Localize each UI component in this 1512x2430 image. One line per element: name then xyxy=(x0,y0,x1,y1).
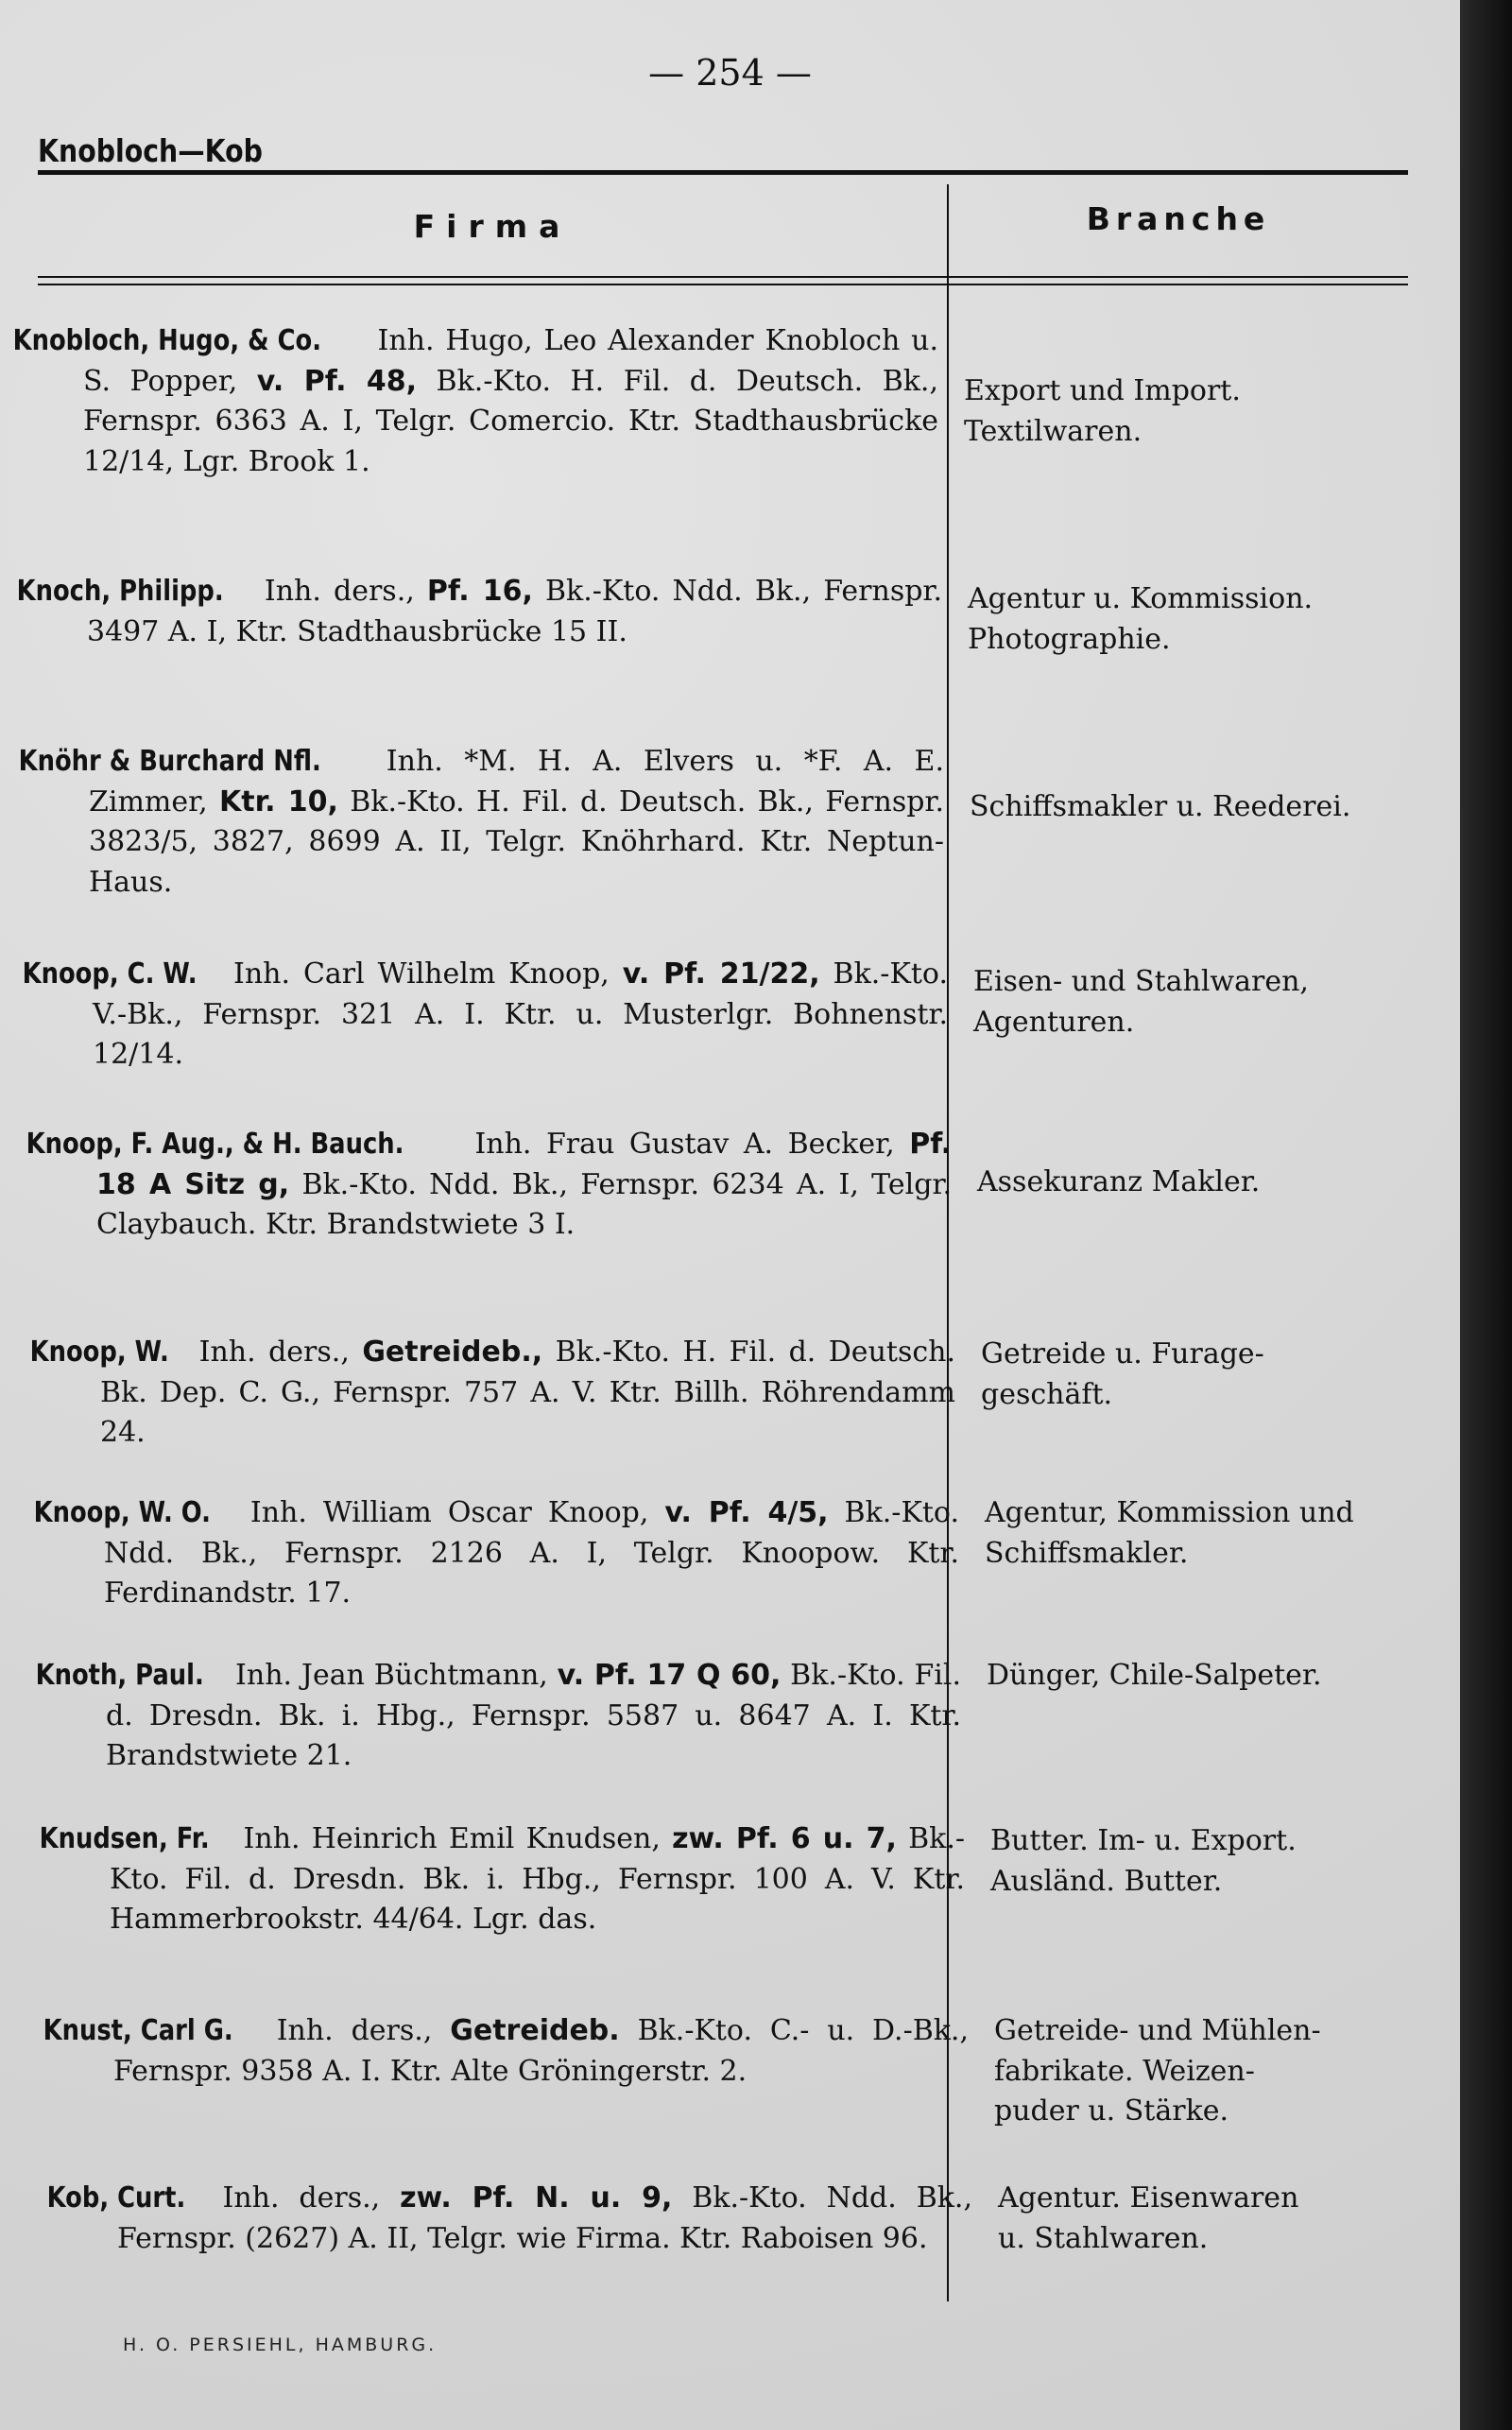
header-rule xyxy=(38,170,1408,175)
company-name: Knudsen, Fr. xyxy=(39,1822,210,1855)
entry-details: Inh. Carl Wilhelm Knoop, xyxy=(220,957,623,991)
branche-line: Photographie. xyxy=(968,622,1171,656)
entry-branche xyxy=(968,579,1440,660)
page-edge xyxy=(1460,0,1512,2430)
entry-branche xyxy=(990,1821,1463,1902)
branche-line: Getreide- und Mühlen- xyxy=(994,2014,1321,2047)
entry-postfach: Getreideb., xyxy=(362,1336,543,1369)
entry-details: Inh. ders., xyxy=(258,2014,451,2047)
branche-line: geschäft. xyxy=(981,1377,1113,1411)
entry-branche xyxy=(970,787,1442,828)
entry-details: Bk.-Kto. Ndd. Bk., Fernspr. (2627) A. II, Telgr. wie Firma. Ktr. Raboisen 96. xyxy=(117,2181,972,2255)
branche-line: Textilwaren. xyxy=(964,414,1143,448)
entry-details: Bk.-Kto. H. Fil. d. Deutsch. Bk., Fernspr. 3823/5, 3827, 8699 A. II, Telgr. Knöhrhard. Ktr. Neptun-Haus. xyxy=(89,784,944,899)
entry-details: Inh. ders., xyxy=(202,2181,401,2215)
entry-details: Inh. ders., xyxy=(251,575,427,608)
branche-line: fabrikate. Weizen- xyxy=(994,2054,1255,2088)
running-head: Knobloch—Kob xyxy=(38,132,263,169)
company-name: Knoth, Paul. xyxy=(35,1659,204,1692)
branche-line: Assekuranz Makler. xyxy=(977,1165,1261,1198)
entry-postfach: zw. Pf. 6 u. 7, xyxy=(672,1822,897,1855)
branche-line: Eisen- und Stahlwaren, xyxy=(973,965,1309,998)
entry-postfach: Pf. 18 A Sitz g, xyxy=(96,1128,952,1201)
branche-line: Getreide u. Furage- xyxy=(981,1337,1264,1370)
entry-details: Inh. ders., xyxy=(186,1336,363,1369)
entry-details: Bk.-Kto. H. Fil. d. Deutsch. Bk., Fernspr. 6363 A. I, Telgr. Comercio. Ktr. Stadthausbrücke 12/14, Lgr. Brook 1. xyxy=(83,364,938,478)
column-header-rule-1 xyxy=(38,276,1408,278)
company-name: Knoop, W. xyxy=(29,1336,169,1369)
entry-branche xyxy=(964,371,1436,452)
entry-details: Bk.-Kto. Ndd. Bk., Fernspr. 2126 A. I, Telgr. Knoopow. Ktr. Ferdinandstr. 17. xyxy=(104,1496,959,1610)
entry-postfach: zw. Pf. N. u. 9, xyxy=(400,2181,673,2215)
branche-line: Schiffsmakler u. Reederei. xyxy=(970,790,1351,823)
entry-firma xyxy=(29,1333,955,1454)
company-name: Knoch, Philipp. xyxy=(16,575,224,608)
printer-imprint: H. O. PERSIEHL, HAMBURG. xyxy=(123,2335,438,2355)
branche-line: Agenturen. xyxy=(973,1005,1135,1039)
entry-branche xyxy=(994,2011,1467,2132)
branche-line: Dünger, Chile-Salpeter. xyxy=(987,1659,1322,1692)
entry-postfach: v. Pf. 17 Q 60, xyxy=(557,1659,782,1692)
entry-branche xyxy=(981,1335,1453,1415)
entry-details: Bk.-Kto. H. Fil. d. Deutsch. Bk. Dep. C. G., Fernspr. 757 A. V. Ktr. Billh. Röhrendamm 24. xyxy=(100,1336,955,1449)
entry-details: Bk.-Kto. C.- u. D.-Bk., Fernspr. 9358 A. I. Ktr. Alte Gröningerstr. 2. xyxy=(113,2014,970,2088)
entry-details: Inh. William Oscar Knoop, xyxy=(233,1496,665,1529)
branche-line: u. Stahlwaren. xyxy=(998,2221,1209,2255)
company-name: Knoop, W. O. xyxy=(33,1496,211,1529)
entry-branche xyxy=(987,1656,1459,1697)
entry-details: Bk.-Kto. Ndd. Bk., Fernspr. 6234 A. I, Telgr. Claybauch. Ktr. Brandstwiete 3 I. xyxy=(96,1167,952,1241)
branche-line: Agentur u. Kommission. xyxy=(968,582,1314,615)
entry-details: Bk.-Kto. Fil. d. Dresdn. Bk. i. Hbg., Fernspr. 100 A. V. Ktr. Hammerbrookstr. 44/64. Lgr. das. xyxy=(110,1822,966,1936)
entry-details: Inh. Jean Büchtmann, xyxy=(226,1659,558,1692)
entry-details: Inh. Hugo, Leo Alexander Knobloch u. S. Popper, xyxy=(83,324,938,398)
company-name: Kob, Curt. xyxy=(46,2181,186,2215)
entry-branche xyxy=(973,962,1446,1043)
entry-branche xyxy=(998,2179,1470,2259)
entry-details: Inh. *M. H. A. Elvers u. *F. A. E. Zimmer, xyxy=(89,745,944,819)
entry-firma xyxy=(12,321,938,482)
entry-postfach: v. Pf. 21/22, xyxy=(622,957,820,991)
entry-branche xyxy=(977,1163,1450,1203)
company-name: Knöhr & Burchard Nfl. xyxy=(18,745,321,778)
page-number: — 254 — xyxy=(648,52,812,94)
entry-firma xyxy=(46,2179,972,2259)
entry-postfach: Pf. 16, xyxy=(426,575,533,608)
entry-firma xyxy=(22,955,948,1076)
entry-firma xyxy=(18,742,944,903)
branche-line: puder u. Stärke. xyxy=(994,2094,1229,2128)
entry-details: Bk.-Kto. Ndd. Bk., Fernspr. 3497 A. I, Ktr. Stadthausbrücke 15 II. xyxy=(87,575,943,648)
entry-postfach: v. Pf. 4/5, xyxy=(664,1496,829,1529)
entry-details: Bk.-Kto. V.-Bk., Fernspr. 321 A. I. Ktr. u. Musterlgr. Bohnenstr. 12/14. xyxy=(93,957,948,1071)
company-name: Knust, Carl G. xyxy=(43,2014,233,2047)
company-name: Knoop, F. Aug., & H. Bauch. xyxy=(26,1128,404,1161)
entry-firma xyxy=(26,1125,952,1246)
company-name: Knoop, C. W. xyxy=(22,957,198,991)
entry-branche xyxy=(985,1493,1457,1574)
entry-postfach: Ktr. 10, xyxy=(219,784,338,819)
entry-postfach: Getreideb. xyxy=(450,2014,620,2047)
company-name: Knobloch, Hugo, & Co. xyxy=(12,324,322,357)
branche-line: Export und Import. xyxy=(964,374,1241,407)
branche-line: Schiffsmakler. xyxy=(985,1536,1189,1570)
entry-details: Inh. Frau Gustav A. Becker, xyxy=(459,1128,910,1161)
entry-details: Inh. Heinrich Emil Knudsen, xyxy=(232,1822,673,1855)
entry-postfach: v. Pf. 48, xyxy=(256,364,418,398)
entry-firma xyxy=(35,1656,961,1777)
column-header-rule-2 xyxy=(38,284,1408,285)
branche-line: Ausländ. Butter. xyxy=(990,1864,1223,1898)
entry-firma xyxy=(16,572,943,652)
column-header-firma: Firma xyxy=(413,208,572,245)
branche-line: Agentur. Eisenwaren xyxy=(998,2181,1299,2215)
branche-line: Butter. Im- u. Export. xyxy=(990,1824,1297,1857)
entry-firma xyxy=(33,1493,959,1614)
entry-details: Bk.-Kto. Fil. d. Dresdn. Bk. i. Hbg., Fernspr. 5587 u. 8647 A. I. Ktr. Brandstwiete 21. xyxy=(106,1659,961,1772)
entry-firma xyxy=(39,1819,966,1940)
entry-firma xyxy=(43,2011,970,2092)
column-header-branche: Branche xyxy=(1086,200,1271,237)
branche-line: Agentur, Kommission und xyxy=(985,1496,1354,1529)
